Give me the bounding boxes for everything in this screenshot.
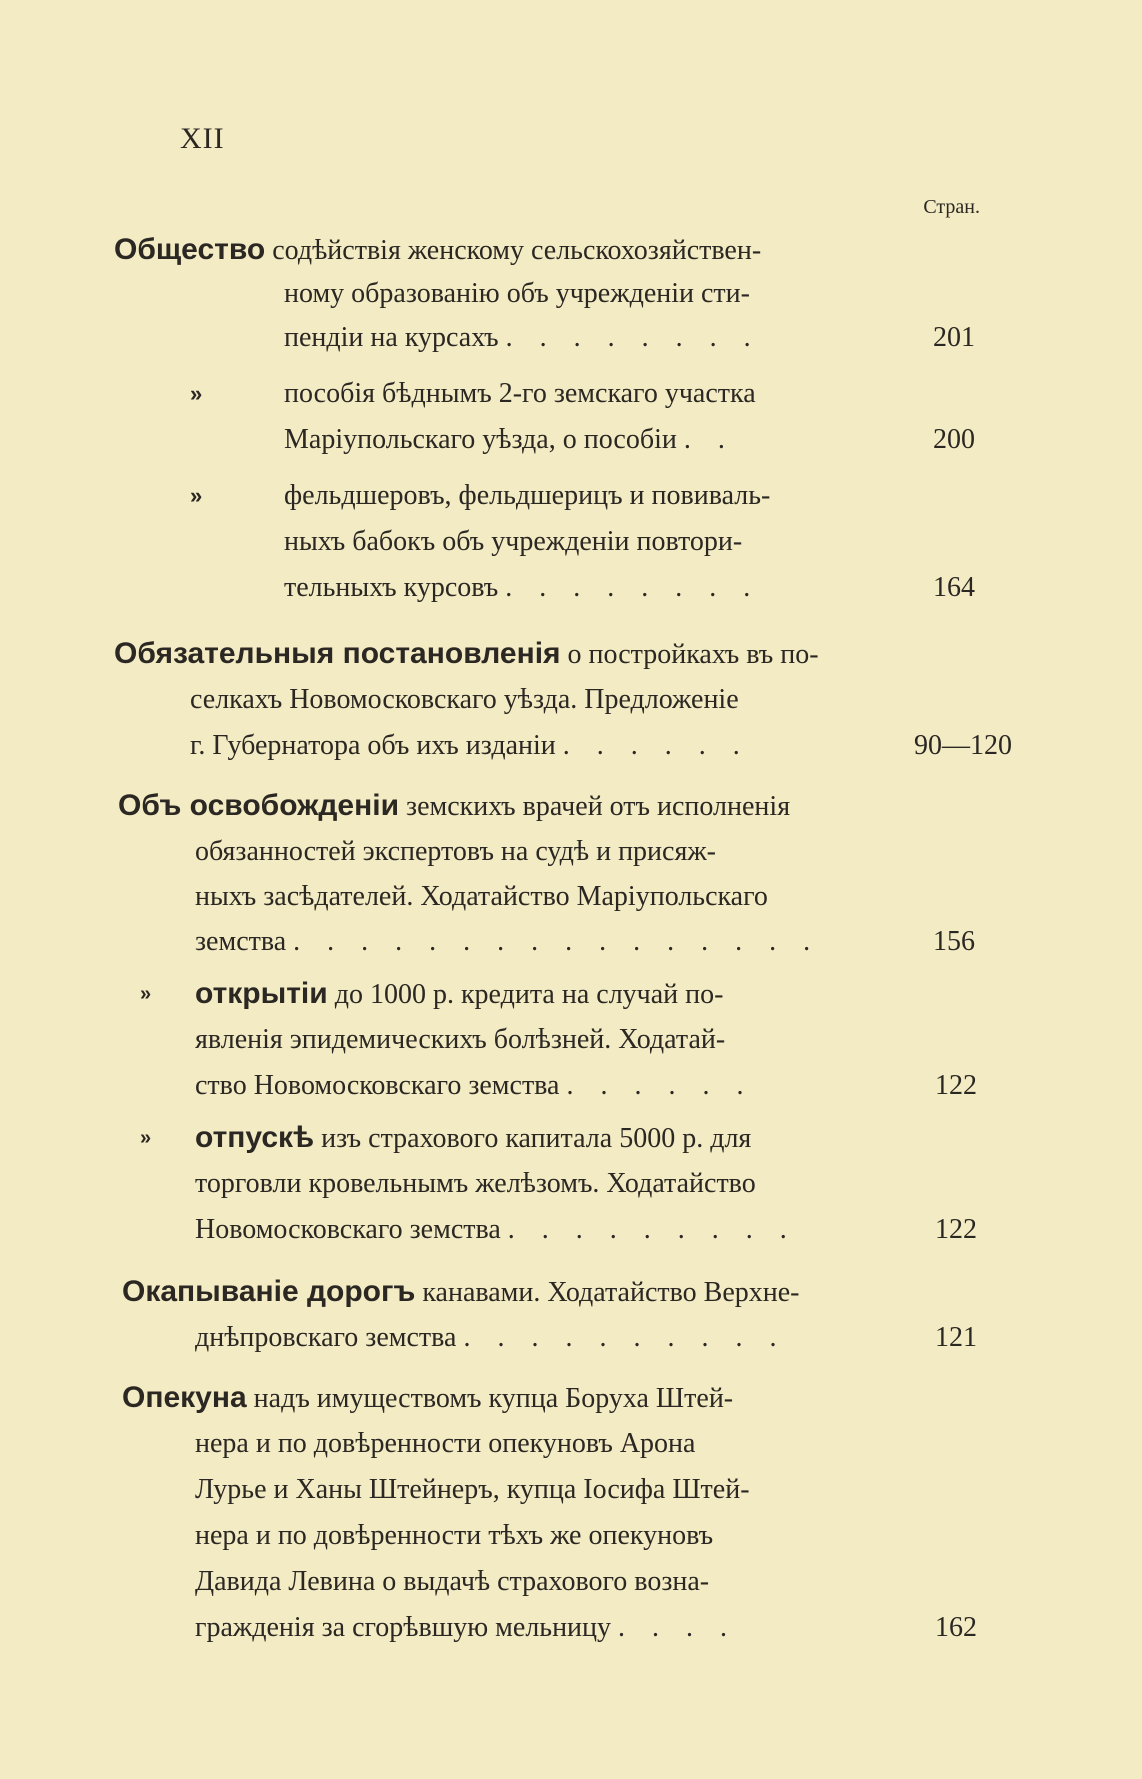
dot-leader: . . . . . . . . — [505, 322, 761, 353]
ditto-mark: » — [140, 983, 152, 1005]
page-number: 201 — [933, 322, 975, 353]
page-number: 122 — [935, 1070, 977, 1101]
entry-text: г. Губернатора объ ихъ изданіи — [190, 730, 556, 761]
entry-heading: открытіи — [195, 977, 328, 1010]
dot-leader: . . . . — [618, 1612, 738, 1643]
index-entry-line — [195, 1514, 713, 1558]
entry-text: ныхъ засѣдателей. Ходатайство Маріупольскаго — [195, 881, 768, 912]
page-number: 164 — [933, 572, 975, 603]
entry-text: пендіи на курсахъ — [284, 322, 499, 353]
entry-text: торговли кровельнымъ желѣзомъ. Ходатайство — [195, 1168, 756, 1199]
entry-heading: Опекуна — [122, 1381, 247, 1414]
entry-text: Лурье и Ханы Штейнеръ, купца Іосифа Штей- — [195, 1474, 750, 1505]
page-number: 90—120 — [914, 730, 1012, 761]
index-entry-line — [195, 1606, 737, 1650]
entry-text: днѣпровскаго земства — [195, 1322, 457, 1353]
page-number: 162 — [935, 1612, 977, 1643]
entry-text: нера и по довѣренности опекуновъ Арона — [195, 1428, 696, 1459]
entry-heading: Общество — [114, 233, 266, 266]
index-entry-line — [195, 1162, 756, 1206]
index-entry-line — [190, 678, 739, 722]
entry-text: тельныхъ курсовъ — [284, 572, 499, 603]
entry-text: явленія эпидемическихъ болѣзней. Ходатай- — [195, 1024, 726, 1055]
entry-heading: Объ освобожденіи — [118, 789, 400, 822]
entry-text: обязанностей экспертовъ на судѣ и присяж- — [195, 836, 717, 867]
page-number: 122 — [935, 1214, 977, 1245]
index-entry-line — [118, 784, 790, 828]
index-entry-line — [195, 972, 723, 1016]
entry-heading: отпускѣ — [195, 1121, 315, 1154]
dot-leader: . . — [683, 424, 735, 455]
dot-leader: . . . . . . . . . . . . . . . . — [293, 926, 821, 957]
entry-text: о постройкахъ въ по- — [567, 639, 819, 670]
entry-text: Маріупольскаго уѣзда, о пособіи — [284, 424, 677, 455]
index-entry-line — [284, 520, 742, 564]
entry-text: Новомосковскаго земства — [195, 1214, 501, 1245]
index-entry-line — [284, 418, 735, 462]
index-entry-line — [284, 272, 750, 316]
dot-leader: . . . . . . — [566, 1070, 754, 1101]
page-number: 200 — [933, 424, 975, 455]
entry-text: земскихъ врачей отъ исполненія — [406, 791, 791, 822]
page-number: 156 — [933, 926, 975, 957]
entry-text: пособія бѣднымъ 2-го земскаго участка — [284, 378, 756, 409]
index-entry-line — [195, 1560, 709, 1604]
entry-text: гражденія за сгорѣвшую мельницу — [195, 1612, 612, 1643]
ditto-mark: » — [190, 483, 203, 508]
index-entry-line — [195, 1316, 786, 1360]
index-entry-line — [284, 566, 760, 610]
entry-heading: Обязательныя постановленія — [114, 637, 561, 670]
dot-leader: . . . . . . . . — [505, 572, 761, 603]
page-column-header: Стран. — [923, 196, 980, 218]
index-entry-line — [122, 1270, 800, 1314]
index-entry-line — [284, 316, 761, 360]
page-folio: XII — [180, 122, 225, 155]
ditto-mark: » — [190, 381, 203, 406]
index-entry-line — [195, 830, 716, 874]
entry-text: селкахъ Новомосковскаго уѣзда. Предложеніе — [190, 684, 739, 715]
page-number: 121 — [935, 1322, 977, 1353]
index-entry-line — [284, 372, 756, 416]
entry-text: ному образованію объ учрежденіи сти- — [284, 278, 750, 309]
index-entry-line — [284, 474, 770, 518]
entry-text: ныхъ бабокъ объ учрежденіи повтори- — [284, 526, 743, 557]
entry-text: изъ страхового капитала 5000 р. для — [321, 1123, 752, 1154]
entry-heading: Окапываніе дорогъ — [122, 1275, 416, 1308]
entry-text: надъ имуществомъ купца Боруха Штей- — [253, 1383, 734, 1414]
index-entry-line — [195, 1116, 751, 1160]
index-entry-line — [195, 1018, 725, 1062]
dot-leader: . . . . . . — [562, 730, 750, 761]
dot-leader: . . . . . . . . . . — [463, 1322, 787, 1353]
entry-text: ство Новомосковскаго земства — [195, 1070, 560, 1101]
entry-text: фельдшеровъ, фельдшерицъ и повиваль- — [284, 480, 771, 511]
index-entry-line — [122, 1376, 733, 1420]
entry-text: Давида Левина о выдачѣ страхового возна- — [195, 1566, 710, 1597]
index-entry-line — [195, 1422, 695, 1466]
ditto-mark: » — [140, 1127, 152, 1149]
index-entry-line — [190, 724, 750, 768]
index-entry-line — [195, 875, 768, 919]
entry-text: нера и по довѣренности тѣхъ же опекуновъ — [195, 1520, 714, 1551]
index-entry-line — [195, 920, 820, 964]
index-entry-line — [114, 228, 761, 272]
entry-text: земства — [195, 926, 287, 957]
entry-text: канавами. Ходатайство Верхне- — [422, 1277, 800, 1308]
index-entry-line — [195, 1064, 753, 1108]
entry-text: до 1000 р. кредита на случай по- — [334, 979, 724, 1010]
index-entry-line — [195, 1468, 750, 1512]
dot-leader: . . . . . . . . . — [507, 1214, 797, 1245]
index-entry-line — [195, 1208, 797, 1252]
entry-text: содѣйствія женскому сельскохозяйствен- — [272, 235, 762, 266]
index-entry-line — [114, 632, 819, 676]
